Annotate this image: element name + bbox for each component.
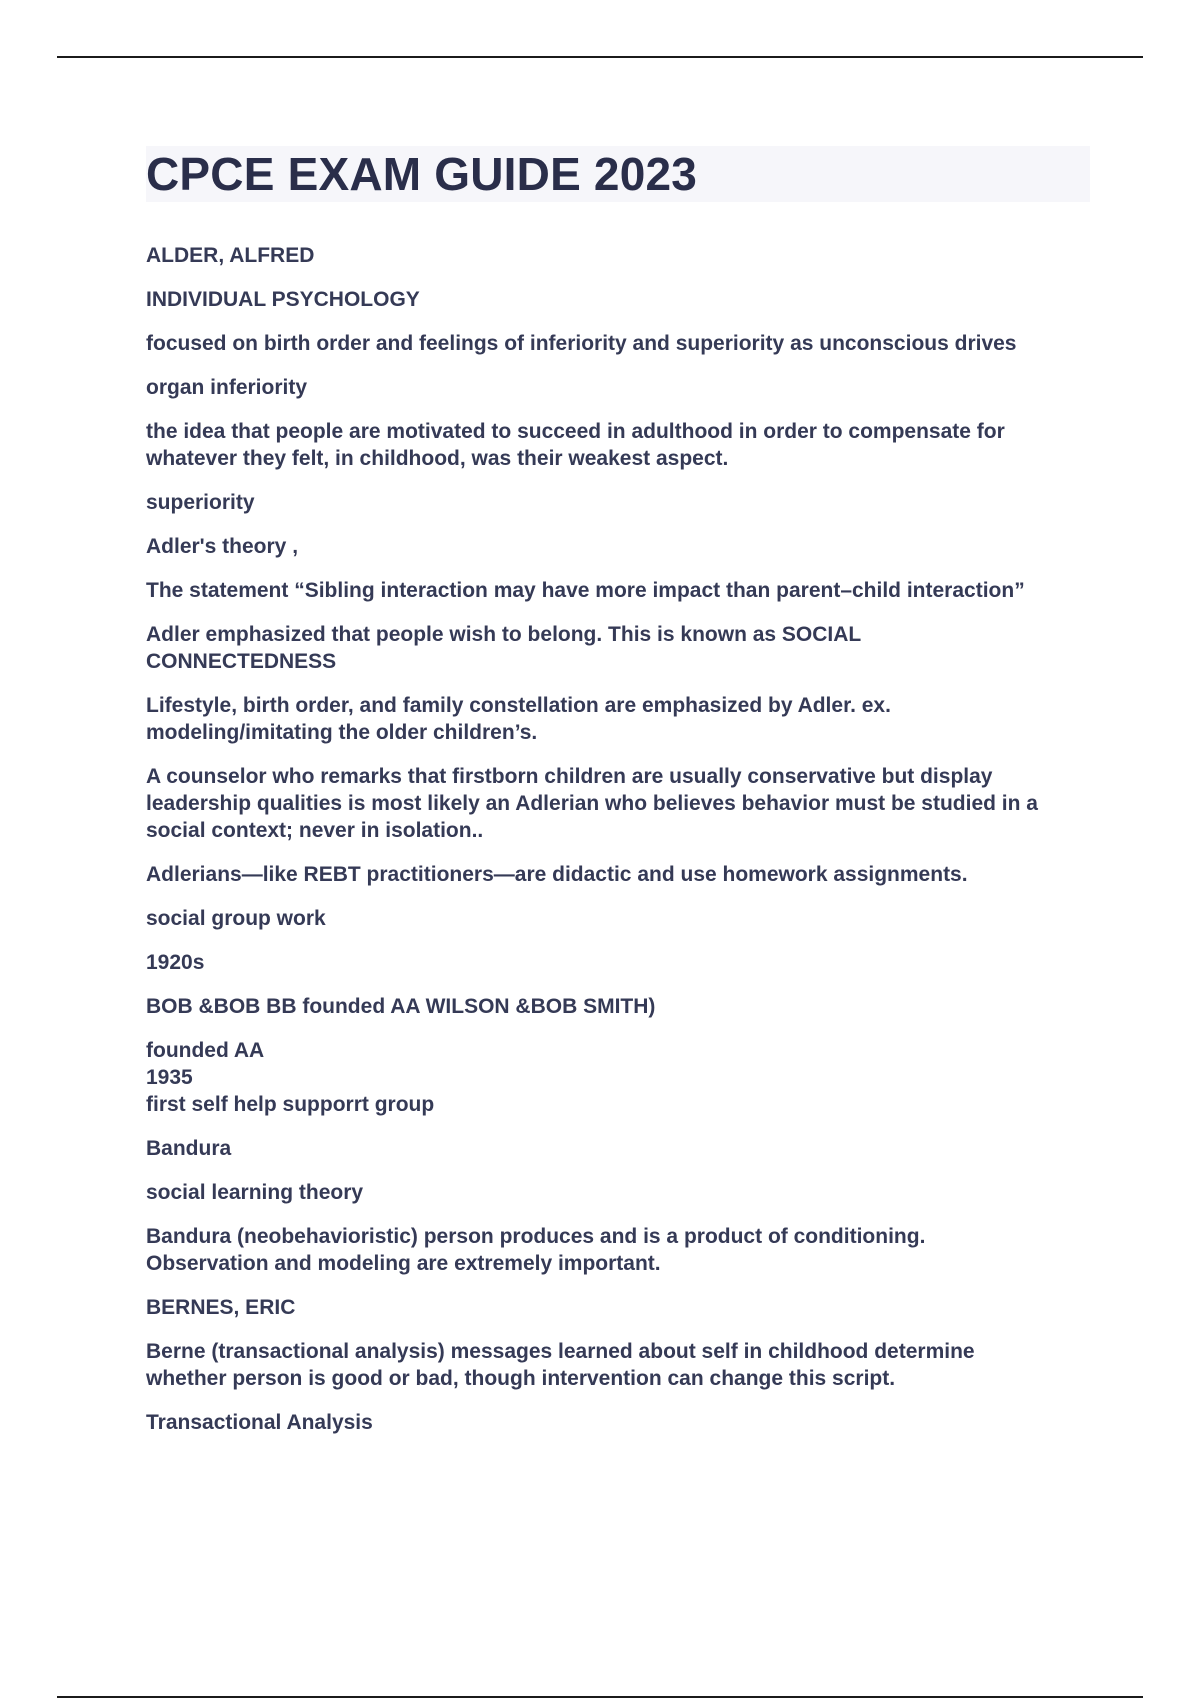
top-rule <box>57 56 1143 58</box>
entry-social-connectedness: Adler emphasized that people wish to belong. This is known as SOCIAL CONNECTEDNESS <box>146 623 862 673</box>
entry-bandura-definition: Bandura (neobehavioristic) person produces and is a product of conditioning. Observation and modeling are extremely important. <box>146 1225 926 1275</box>
entry-founded-aa: founded AA 1935 first self help supporrt group <box>146 1039 435 1116</box>
entry-compensation-definition: the idea that people are motivated to succeed in adulthood in order to compensate for whatever they felt, in childhood, was their weakest aspect. <box>146 420 1005 470</box>
entry-bob-bob: BOB &BOB BB founded AA WILSON &BOB SMITH) <box>146 995 656 1018</box>
entry-lifestyle: Lifestyle, birth order, and family constellation are emphasized by Adler. ex. modeling/imitating the older children’s. <box>146 694 891 744</box>
page-content <box>146 146 1090 1453</box>
entry-birth-order-focus: focused on birth order and feelings of inferiority and superiority as unconscious drives <box>146 332 1017 355</box>
entry-adler-theory: Adler's theory , <box>146 535 299 558</box>
entry-firstborn-counselor: A counselor who remarks that firstborn children are usually conservative but display leadership qualities is most likely an Adlerian who believes behavior must be studied in a social context; never in isolation.. <box>146 765 1038 842</box>
entry-sibling-statement: The statement “Sibling interaction may have more impact than parent–child interaction” <box>146 579 1025 602</box>
entry-alder-name: ALDER, ALFRED <box>146 244 315 267</box>
document-title: CPCE EXAM GUIDE 2023 <box>146 148 698 200</box>
title-band <box>146 146 1090 202</box>
entry-adlerians-didactic: Adlerians—like REBT practitioners—are didactic and use homework assignments. <box>146 863 968 886</box>
entry-bandura: Bandura <box>146 1137 232 1160</box>
entry-social-learning-theory: social learning theory <box>146 1181 364 1204</box>
entry-transactional-analysis: Transactional Analysis <box>146 1411 373 1434</box>
entry-superiority: superiority <box>146 491 255 514</box>
entry-individual-psychology: INDIVIDUAL PSYCHOLOGY <box>146 288 420 311</box>
entry-social-group-work: social group work <box>146 907 326 930</box>
entry-list <box>146 242 1090 1436</box>
bottom-rule <box>57 1696 1143 1698</box>
entry-organ-inferiority: organ inferiority <box>146 376 308 399</box>
entry-bernes-name: BERNES, ERIC <box>146 1296 296 1319</box>
entry-1920s: 1920s <box>146 951 205 974</box>
entry-berne-definition: Berne (transactional analysis) messages learned about self in childhood determine whether person is good or bad, though intervention can change this script. <box>146 1340 975 1390</box>
